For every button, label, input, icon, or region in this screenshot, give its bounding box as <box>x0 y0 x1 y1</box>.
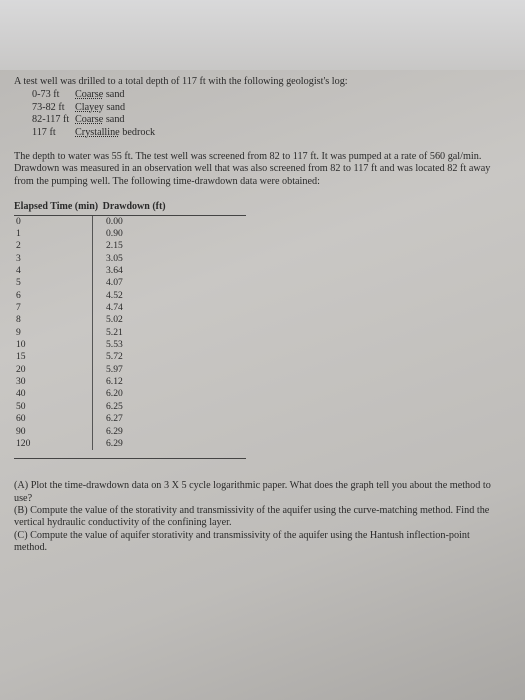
elapsed-time-cell: 1 <box>14 228 93 240</box>
elapsed-time-cell: 30 <box>14 376 93 388</box>
table-row <box>14 413 246 425</box>
drawdown-cell: 0.00 <box>106 215 123 227</box>
log-depth: 82-117 ft <box>32 114 70 126</box>
log-material-term: Coarse <box>75 114 104 126</box>
question-item: (C) Compute the value of aquifer storativity and transmissivity of the aquifer using the Hantush inflection-point method. <box>14 529 470 554</box>
table-row <box>14 228 246 240</box>
drawdown-cell: 4.52 <box>106 289 123 301</box>
drawdown-cell: 3.64 <box>106 265 123 277</box>
table-row <box>14 351 246 363</box>
table-bottom-rule <box>14 458 246 459</box>
table-row <box>14 265 246 277</box>
log-material <box>75 89 125 101</box>
elapsed-time-cell: 10 <box>14 339 93 351</box>
elapsed-time-cell: 2 <box>14 240 93 252</box>
problem-paragraph: The depth to water was 55 ft. The test well was screened from 82 to 117 ft. It was pumped at a rate of 560 gal/min. Drawdown was measured in an observation well that was also screened from 82 to 117 ft and was located 82 ft away from the pumping well. The following time-drawdown data were obtained: <box>14 151 491 187</box>
drawdown-cell: 4.74 <box>106 302 123 314</box>
header-elapsed-time: Elapsed Time (min) <box>14 201 99 213</box>
elapsed-time-cell: 90 <box>14 426 93 438</box>
table-row <box>14 253 246 265</box>
table-row <box>14 426 246 438</box>
drawdown-cell: 5.53 <box>106 339 123 351</box>
table-row <box>14 216 246 228</box>
log-depth: 117 ft <box>32 126 56 138</box>
question-item: (B) Compute the value of the storativity and transmissivity of the aquifer using the curve-matching method. Find the vertical hydraulic conductivity of the confining layer. <box>14 505 490 529</box>
page-top-shadow <box>0 0 525 70</box>
intro-text: A test well was drilled to a total depth of 117 ft with the following geologist's log: <box>14 76 348 87</box>
table-row <box>14 339 246 351</box>
drawdown-cell: 6.29 <box>106 425 123 437</box>
elapsed-time-cell: 8 <box>14 314 93 326</box>
drawdown-cell: 5.02 <box>106 314 123 326</box>
drawdown-cell: 0.90 <box>106 228 123 239</box>
log-material-term: Coarse <box>75 89 104 101</box>
drawdown-cell: 5.72 <box>106 351 123 363</box>
elapsed-time-cell: 20 <box>14 364 93 376</box>
drawdown-cell: 2.15 <box>106 240 123 252</box>
table-row <box>14 302 246 314</box>
table-row <box>14 314 246 326</box>
drawdown-cell: 5.21 <box>106 326 123 338</box>
log-material-term: Crystalline <box>75 126 120 138</box>
time-drawdown-table <box>14 216 246 451</box>
table-row <box>14 240 246 252</box>
log-material <box>75 114 125 126</box>
log-material-rest: sand <box>103 89 125 101</box>
table-row <box>14 438 246 450</box>
drawdown-cell: 6.29 <box>106 437 123 449</box>
log-depth: 0-73 ft <box>32 89 60 101</box>
table-row <box>14 376 246 388</box>
elapsed-time-cell: 4 <box>14 265 93 277</box>
elapsed-time-cell: 60 <box>14 413 93 425</box>
questions <box>14 480 494 554</box>
log-material-rest: sand <box>103 114 125 126</box>
elapsed-time-cell: 0 <box>14 216 93 228</box>
drawdown-cell: 5.97 <box>106 363 123 375</box>
elapsed-time-cell: 3 <box>14 253 93 265</box>
question-item: (A) Plot the time-drawdown data on 3 X 5 cycle logarithmic paper. What does the graph tell you about the method to use? <box>14 480 491 504</box>
table-row <box>14 290 246 302</box>
problem-document <box>14 76 514 555</box>
table-row <box>14 364 246 376</box>
log-material-term: Clayey <box>75 101 104 113</box>
geologist-log <box>32 89 514 139</box>
drawdown-cell: 4.07 <box>106 277 123 289</box>
drawdown-cell: 6.25 <box>106 400 123 412</box>
elapsed-time-cell: 5 <box>14 277 93 289</box>
log-material <box>75 102 125 114</box>
log-row <box>32 89 514 101</box>
elapsed-time-cell: 6 <box>14 290 93 302</box>
elapsed-time-cell: 7 <box>14 302 93 314</box>
drawdown-cell: 3.05 <box>106 252 123 264</box>
log-depth: 73-82 ft <box>32 101 65 113</box>
elapsed-time-cell: 9 <box>14 327 93 339</box>
drawdown-cell: 6.20 <box>106 388 123 400</box>
table-row <box>14 277 246 289</box>
log-material <box>75 127 155 139</box>
drawdown-cell: 6.27 <box>106 413 123 425</box>
header-drawdown: Drawdown (ft) <box>102 201 166 213</box>
elapsed-time-cell: 50 <box>14 401 93 413</box>
log-row <box>32 114 514 126</box>
table-header <box>14 201 246 215</box>
log-row <box>32 127 514 139</box>
drawdown-cell: 6.12 <box>106 376 123 388</box>
log-material-rest: sand <box>103 101 126 113</box>
log-material-rest: bedrock <box>119 126 156 138</box>
log-row <box>32 102 514 114</box>
table-row <box>14 388 246 400</box>
elapsed-time-cell: 15 <box>14 351 93 363</box>
table-row <box>14 327 246 339</box>
table-row <box>14 401 246 413</box>
elapsed-time-cell: 40 <box>14 388 93 400</box>
elapsed-time-cell: 120 <box>14 438 93 450</box>
